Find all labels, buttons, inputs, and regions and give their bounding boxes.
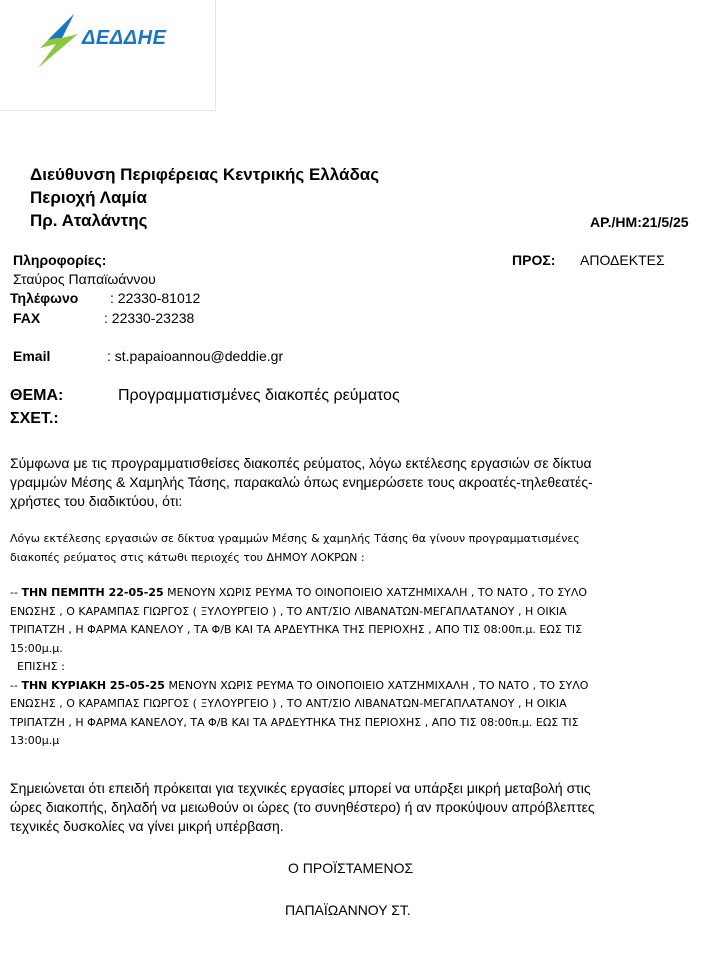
header-area: Περιοχή Λαμία (30, 188, 147, 207)
recipient-value: ΑΠΟΔΕΚΤΕΣ (580, 252, 665, 268)
subject-label: ΘΕΜΑ: (10, 387, 64, 404)
related-label: ΣΧΕΤ.: (10, 410, 59, 427)
outage-line (10, 584, 588, 603)
intro-line: χρήστες του διαδικτύου, ότι: (10, 493, 183, 509)
header-office: Πρ. Αταλάντης (30, 211, 148, 230)
outage-line: ΤΡΙΠΑΤΖΗ , Η ΦΑΡΜΑ ΚΑΝΕΛΟΥ , ΤΑ Φ/Β ΚΑΙ ΤΑ ΑΡΔΕΥΤΗΚΑ ΤΗΣ ΠΕΡΙΟΧΗΣ , ΑΠΟ ΤΙΣ 08:00π.μ. ΕΩΣ ΤΙΣ (10, 623, 583, 636)
note-line: ώρες διακοπής, δηλαδή να μειωθούν οι ώρες (το συνηθέστερο) ή αν προκύψουν απρόβλεπτες (10, 799, 595, 815)
outage-line (10, 677, 588, 696)
outage-line: ΤΡΙΠΑΤΖΗ , Η ΦΑΡΜΑ ΚΑΝΕΛΟΥ, ΤΑ Φ/Β ΚΑΙ ΤΑ ΑΡΔΕΥΤΗΚΑ ΤΗΣ ΠΕΡΙΟΧΗΣ , ΑΠΟ ΤΙΣ 08:00π.μ. ΕΩΣ ΤΙΣ (10, 715, 579, 729)
outage-line: 15:00μ.μ. (10, 641, 63, 655)
phone-value: : 22330-81012 (110, 290, 201, 306)
reference-number: ΑΡ./ΗΜ:21/5/25 (590, 214, 689, 230)
note-line: Σημειώνεται ότι επειδή πρόκειται για τεχνικές εργασίες μπορεί να υπάρξει μικρή μεταβολή στις (10, 780, 591, 796)
email-value: : st.papaioannou@deddie.gr (107, 348, 284, 364)
intro-line: Σύμφωνα με τις προγραμματισθείσες διακοπές ρεύματος, λόγω εκτέλεσης εργασιών σε δίκτυα (10, 455, 592, 471)
deddie-logo-icon (38, 14, 88, 70)
outage-line: ΕΝΩΣΗΣ , Ο ΚΑΡΑΜΠΑΣ ΓΙΩΡΓΟΣ ( ΞΥΛΟΥΡΓΕΙΟ ) , ΤΟ ΑΝΤ/ΣΙΟ ΛΙΒΑΝΑΤΩΝ-ΜΕΓΑΠΛΑΤΑΝΟΥ , Η ΟΙΚΙΑ (10, 604, 567, 618)
notice-line: διακοπές ρεύματος στις κάτωθι περιοχές του ΔΗΜΟΥ ΛΟΚΡΩΝ : (10, 550, 365, 564)
intro-paragraph (10, 454, 593, 511)
notice-line: Λόγω εκτέλεσης εργασιών σε δίκτυα γραμμών Μέσης & χαμηλής Τάσης θα γίνουν προγραμματισμένες (10, 532, 580, 545)
outage-prefix: -- (10, 586, 22, 599)
also-label: ΕΠΙΣΗΣ : (10, 660, 65, 673)
info-label: Πληροφορίες: (13, 252, 107, 268)
outage-prefix: -- (10, 678, 22, 692)
email-label: Email (13, 348, 51, 364)
recipient-label: ΠΡΟΣ: (512, 252, 556, 268)
note-line: τεχνικές δυσκολίες να γίνει μικρή υπέρβαση. (10, 818, 284, 834)
intro-line: γραμμών Μέσης & Χαμηλής Τάσης, παρακαλώ όπως ενημερώσετε τους ακροατές-τηλεθεατές- (10, 474, 593, 490)
phone-label: Τηλέφωνο (10, 290, 79, 306)
logo-area (0, 0, 216, 111)
outage-text: ΜΕΝΟΥΝ ΧΩΡΙΣ ΡΕΥΜΑ ΤΟ ΟΙΝΟΠΟΙΕΙΟ ΧΑΤΖΗΜΙΧΑΛΗ , ΤΟ ΝΑΤΟ , ΤΟ ΣΥΛΟ (163, 586, 588, 599)
outage-line: ΕΝΩΣΗΣ , Ο ΚΑΡΑΜΠΑΣ ΓΙΩΡΓΟΣ ( ΞΥΛΟΥΡΓΕΙΟ ) , ΤΟ ΑΝΤ/ΣΙΟ ΛΙΒΑΝΑΤΩΝ-ΜΕΓΑΠΛΑΤΑΝΟΥ , Η ΟΙΚΙΑ (10, 697, 567, 710)
subject-value: Προγραμματισμένες διακοπές ρεύματος (118, 387, 400, 404)
header-directorate: Διεύθυνση Περιφέρειας Κεντρικής Ελλάδας (30, 165, 380, 184)
outage-day: ΤΗΝ ΚΥΡΙΑΚΗ 25-05-25 (21, 678, 165, 692)
fax-value: : 22330-23238 (104, 310, 195, 326)
fax-label: FAX (13, 310, 41, 326)
logo-text: ΔΕΔΔΗΕ (82, 27, 167, 49)
outage-text: ΜΕΝΟΥΝ ΧΩΡΙΣ ΡΕΥΜΑ ΤΟ ΟΙΝΟΠΟΙΕΙΟ ΧΑΤΖΗΜΙΧΑΛΗ , ΤΟ ΝΑΤΟ , ΤΟ ΣΥΛΟ (164, 678, 589, 692)
outage-line: 13:00μ.μ (10, 734, 60, 747)
signature-name: ΠΑΠΑΪΩΑΝΝΟΥ ΣΤ. (285, 902, 411, 918)
note-paragraph (10, 779, 595, 836)
info-name: Σταύρος Παπαϊωάννου (13, 271, 156, 287)
notice-paragraph (10, 530, 580, 567)
signature-title: Ο ΠΡΟΪΣΤΑΜΕΝΟΣ (288, 860, 414, 876)
outage-day: ΤΗΝ ΠΕΜΠΤΗ 22-05-25 (21, 586, 164, 599)
outage-block-1 (10, 584, 588, 751)
